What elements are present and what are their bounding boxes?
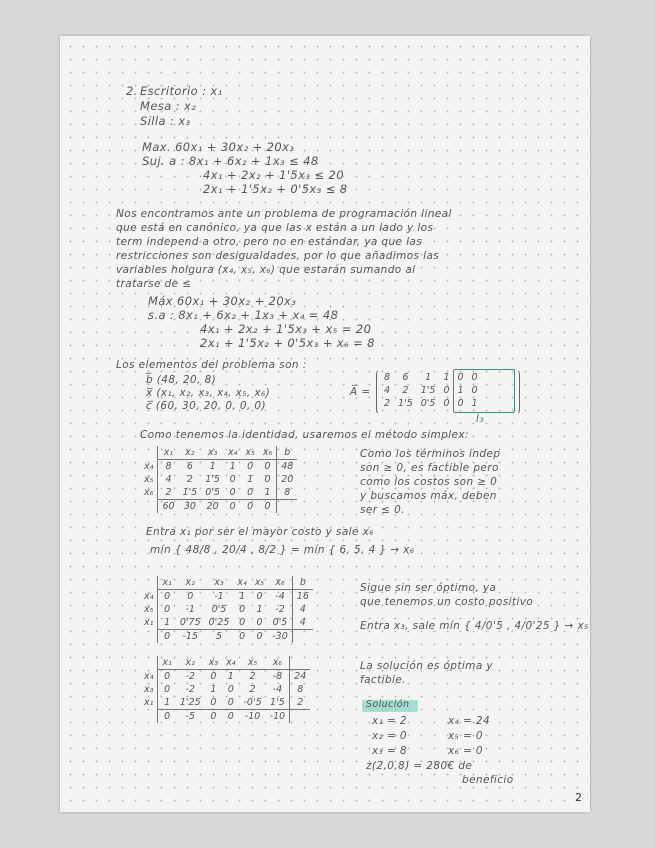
cell: 1 (209, 461, 216, 472)
sol-z2: beneficio (462, 774, 514, 786)
header-cell: x₂ (176, 656, 205, 670)
base-cell: x₄ (144, 590, 154, 602)
sol-x4: x₄ = 24 (448, 715, 491, 727)
cost-row (140, 710, 310, 724)
para-line-5: variables holgura (x₄, x₅, x₆) que estarán sumando al (116, 264, 416, 276)
simplex-table-3 (140, 656, 310, 723)
std-c2: 4x₁ + 2x₂ + 1'5x₃ + x₅ = 20 (200, 322, 372, 336)
elements-x: x̅ (x₁, x₂, x₃, x₄, x₅, x₆) (146, 387, 271, 399)
cell: -10 (240, 710, 266, 724)
cell: -2 (185, 671, 195, 682)
cell: 8 (290, 683, 311, 696)
cell: 0 (247, 487, 254, 498)
table-row (140, 460, 297, 474)
identity-label: I₃ (476, 413, 485, 425)
cell: 30 (179, 500, 202, 514)
cell: 4 (292, 603, 313, 616)
sol-x3: x₃ = 8 (372, 745, 407, 757)
note1-line-4: y buscamos máx, deben (360, 490, 497, 502)
header-cell: b (292, 576, 313, 590)
header-cell: x₂ (179, 446, 202, 460)
base-cell: x₆ (144, 487, 154, 499)
cell: 1'25 (179, 697, 201, 708)
table-row (140, 616, 313, 630)
std-c1: s.a : 8x₁ + 6x₂ + 1x₃ + x₄ = 48 (148, 308, 339, 322)
matrix-a (380, 371, 482, 410)
matrix-cell: 0'5 (420, 398, 436, 409)
sol-z: z(2,0,8) = 280€ de (366, 760, 473, 772)
entra-line-1: Entra x₁ por ser el mayor costo y sale x₆ (146, 526, 374, 538)
elements-c: c̅ (60, 30, 20, 0, 0, 0) (146, 400, 267, 412)
cell: 0 (158, 670, 176, 684)
matrix-cell: 4 (384, 385, 391, 396)
cell: 1 (264, 487, 271, 498)
cell: 0 (229, 474, 236, 485)
cell: 0 (205, 710, 222, 724)
cell: -1 (185, 604, 195, 615)
cell: 4 (158, 473, 179, 486)
cell: 24 (290, 670, 311, 684)
matrix-cell: 2 (384, 398, 391, 409)
matrix-cell: 0 (457, 372, 464, 383)
cell: 0 (210, 697, 217, 708)
cost-row (140, 500, 297, 514)
header-cell: x₅ (240, 656, 266, 670)
sol-x2: x₂ = 0 (372, 730, 407, 742)
model-c2: 4x₁ + 2x₂ + 1'5x₃ ≤ 20 (203, 168, 344, 182)
matrix-cell: 0 (443, 385, 450, 396)
cell (292, 630, 313, 644)
table-row (140, 486, 297, 500)
note1-line-3: como los costos son ≥ 0 (360, 476, 498, 488)
simplex-table-2 (140, 576, 313, 643)
cell (277, 500, 298, 514)
cell: 2 (158, 486, 179, 500)
cell: 0 (264, 474, 271, 485)
header-cell: x₄ (233, 576, 250, 590)
header-cell: b (277, 446, 298, 460)
note1-line-2: son ≥ 0, es factible pero (360, 462, 499, 474)
cell: 48 (277, 460, 298, 474)
cell: 1 (210, 684, 217, 695)
cell: 0 (251, 630, 268, 644)
matrix-cell: 1'5 (398, 398, 413, 409)
cell: 0 (187, 591, 194, 602)
matrix-cell: 0 (457, 398, 464, 409)
cell: 1 (247, 474, 254, 485)
header-cell: x₃ (205, 576, 234, 590)
cell: 5 (205, 630, 234, 644)
cell: -4 (275, 591, 285, 602)
header-cell: x₁ (158, 446, 179, 460)
cell: 0'75 (179, 617, 201, 628)
cell: 0 (239, 604, 246, 615)
note2-line-1: Sigue sin ser óptimo, ya (360, 582, 497, 594)
cell: 0 (222, 710, 239, 724)
cell: 2 (290, 696, 311, 710)
problem-number: 2. (126, 84, 138, 98)
cell: 0 (158, 603, 176, 616)
para-line-2: que está en canónico, ya que las x están a un lado y los (116, 222, 434, 234)
para-line-4: restricciones son desigualdades, por lo que añadimos las (116, 250, 440, 262)
table-row (140, 473, 297, 486)
cell: 0'5 (272, 617, 288, 628)
cell: 20 (277, 473, 298, 486)
cell: 60 (158, 500, 179, 514)
cell: 1 (239, 591, 246, 602)
base-cell: x₅ (144, 604, 154, 615)
header-cell: x₆ (259, 446, 277, 460)
note3-line-1: La solución es óptima y (360, 660, 494, 672)
cell: 0 (256, 591, 263, 602)
identity-note: Como tenemos la identidad, usaremos el método simplex: (140, 429, 469, 441)
elements-title: Los elementos del problema son : (116, 359, 307, 371)
sol-x5: x₅ = 0 (448, 730, 483, 742)
cell: 8 (158, 460, 179, 474)
base-cell: x₄ (144, 460, 154, 472)
note2-line-2: que tenemos un costo positivo (360, 596, 534, 608)
cell: 6 (186, 461, 193, 472)
matrix-cell: 0 (471, 385, 478, 396)
base-cell: x₅ (144, 474, 154, 485)
sol-x6: x₆ = 0 (448, 745, 483, 757)
cell: 1 (256, 604, 263, 615)
cell: -2 (185, 684, 195, 695)
header-cell: x₃ (201, 446, 224, 460)
table-row (140, 670, 310, 684)
header-cell: x₆ (266, 656, 290, 670)
cell: 4 (292, 616, 313, 630)
var-line-1: Escritorio : x₁ (140, 84, 223, 98)
cell: 0 (210, 671, 217, 682)
matrix-cell: 1 (457, 385, 464, 396)
cell: 0 (259, 500, 277, 514)
header-cell: x₅ (251, 576, 268, 590)
matrix-cell: 1 (443, 372, 450, 383)
cell: 0 (229, 487, 236, 498)
notebook-page (60, 36, 590, 812)
header-cell: x₁ (158, 656, 176, 670)
cell: 0 (239, 617, 246, 628)
cell: 1 (158, 616, 176, 630)
cell: 1'5 (205, 474, 220, 485)
cell: -8 (272, 671, 283, 682)
cell (290, 710, 311, 724)
header-cell: x₂ (176, 576, 205, 590)
table-row (140, 603, 313, 616)
entra-line-2: mín { 48/8 , 20/4 , 8/2 } = mín { 6, 5, 4 } → x₆ (150, 544, 415, 556)
matrix-cell: 6 (402, 372, 409, 383)
model-c3: 2x₁ + 1'5x₂ + 0'5x₃ ≤ 8 (203, 182, 348, 196)
cell: -5 (176, 710, 205, 724)
header-cell: x₄ (224, 446, 241, 460)
cell: 1'5 (182, 487, 198, 498)
header-cell: x₆ (268, 576, 292, 590)
cell: -10 (266, 710, 290, 724)
table-row (140, 590, 313, 604)
cell: 0 (227, 697, 234, 708)
cell: 0'25 (208, 617, 230, 628)
var-line-3: Silla : x₃ (140, 114, 191, 128)
model-max: Max. 60x₁ + 30x₂ + 20x₃ (142, 140, 295, 154)
matrix-cell: 1 (471, 398, 478, 409)
matrix-cell: 1 (425, 372, 432, 383)
cell: 0 (241, 500, 258, 514)
solution-label: Solución (366, 699, 410, 710)
cell: 1 (229, 461, 236, 472)
cell: -2 (275, 604, 285, 615)
cell: -4 (272, 684, 283, 695)
cell: 0 (158, 630, 176, 644)
base-cell: x₃ (144, 684, 154, 695)
cell: 0 (224, 500, 241, 514)
para-line-6: tratarse de ≤ (116, 278, 192, 290)
cell: 16 (292, 590, 313, 604)
cell: 0 (233, 630, 250, 644)
header-cell: x₄ (222, 656, 239, 670)
cell: -1 (214, 591, 224, 602)
var-line-2: Mesa : x₂ (140, 99, 197, 113)
cell: -30 (268, 630, 292, 644)
simplex-table-1 (140, 446, 297, 513)
cell: 2 (186, 474, 193, 485)
matrix-cell: 2 (402, 385, 409, 396)
cell: 0'5 (205, 487, 220, 498)
cell: 8 (277, 486, 298, 500)
cell: -0'5 (243, 697, 262, 708)
header-cell: x₃ (205, 656, 222, 670)
cell: 0 (256, 617, 263, 628)
base-cell: x₄ (144, 670, 154, 682)
base-cell: x₁ (144, 617, 154, 629)
note1-line-1: Como los términos indep (360, 448, 501, 460)
cell: 2 (249, 684, 256, 695)
cell: 1 (158, 696, 176, 710)
matrix-label: A̅ = (350, 386, 371, 398)
header-cell: x₅ (241, 446, 258, 460)
cost-row (140, 630, 313, 644)
cell: 0 (264, 461, 271, 472)
para-line-1: Nos encontramos ante un problema de programación lineal (116, 208, 452, 220)
cell: 0 (158, 590, 176, 604)
matrix-cell: 8 (384, 372, 391, 383)
page-number: 2 (575, 791, 582, 804)
header-cell (290, 656, 311, 670)
cell: 1 (227, 671, 234, 682)
base-cell: x₁ (144, 697, 154, 709)
header-cell: x₁ (158, 576, 176, 590)
cell: 20 (201, 500, 224, 514)
entra2-line: Entra x₃, sale mín { 4/0'5 , 4/0'25 } → x₅ (360, 620, 589, 632)
cell: 0 (158, 710, 176, 724)
cell: 0'5 (211, 604, 227, 615)
model-c1: Suj. a : 8x₁ + 6x₂ + 1x₃ ≤ 48 (142, 154, 319, 168)
matrix-cell: 0 (471, 372, 478, 383)
matrix-cell: 1'5 (420, 385, 436, 396)
elements-b: b̅ (48, 20, 8) (146, 374, 217, 386)
sol-x1: x₁ = 2 (372, 715, 407, 727)
cell: 0 (227, 684, 234, 695)
cell: -15 (176, 630, 205, 644)
para-line-3: term independ a otro, pero no en estándar, ya que las (116, 236, 423, 248)
cell: 0 (158, 683, 176, 696)
matrix-cell: 0 (443, 398, 450, 409)
cell: 0 (247, 461, 254, 472)
note3-line-2: factible. (360, 674, 406, 686)
std-max: Máx 60x₁ + 30x₂ + 20x₃ (148, 294, 297, 308)
note1-line-5: ser ≤ 0. (360, 504, 405, 516)
cell: 1'5 (270, 697, 285, 708)
table-row (140, 696, 310, 710)
cell: 2 (249, 671, 256, 682)
std-c3: 2x₁ + 1'5x₂ + 0'5x₃ + x₆ = 8 (200, 336, 375, 350)
table-row (140, 683, 310, 696)
